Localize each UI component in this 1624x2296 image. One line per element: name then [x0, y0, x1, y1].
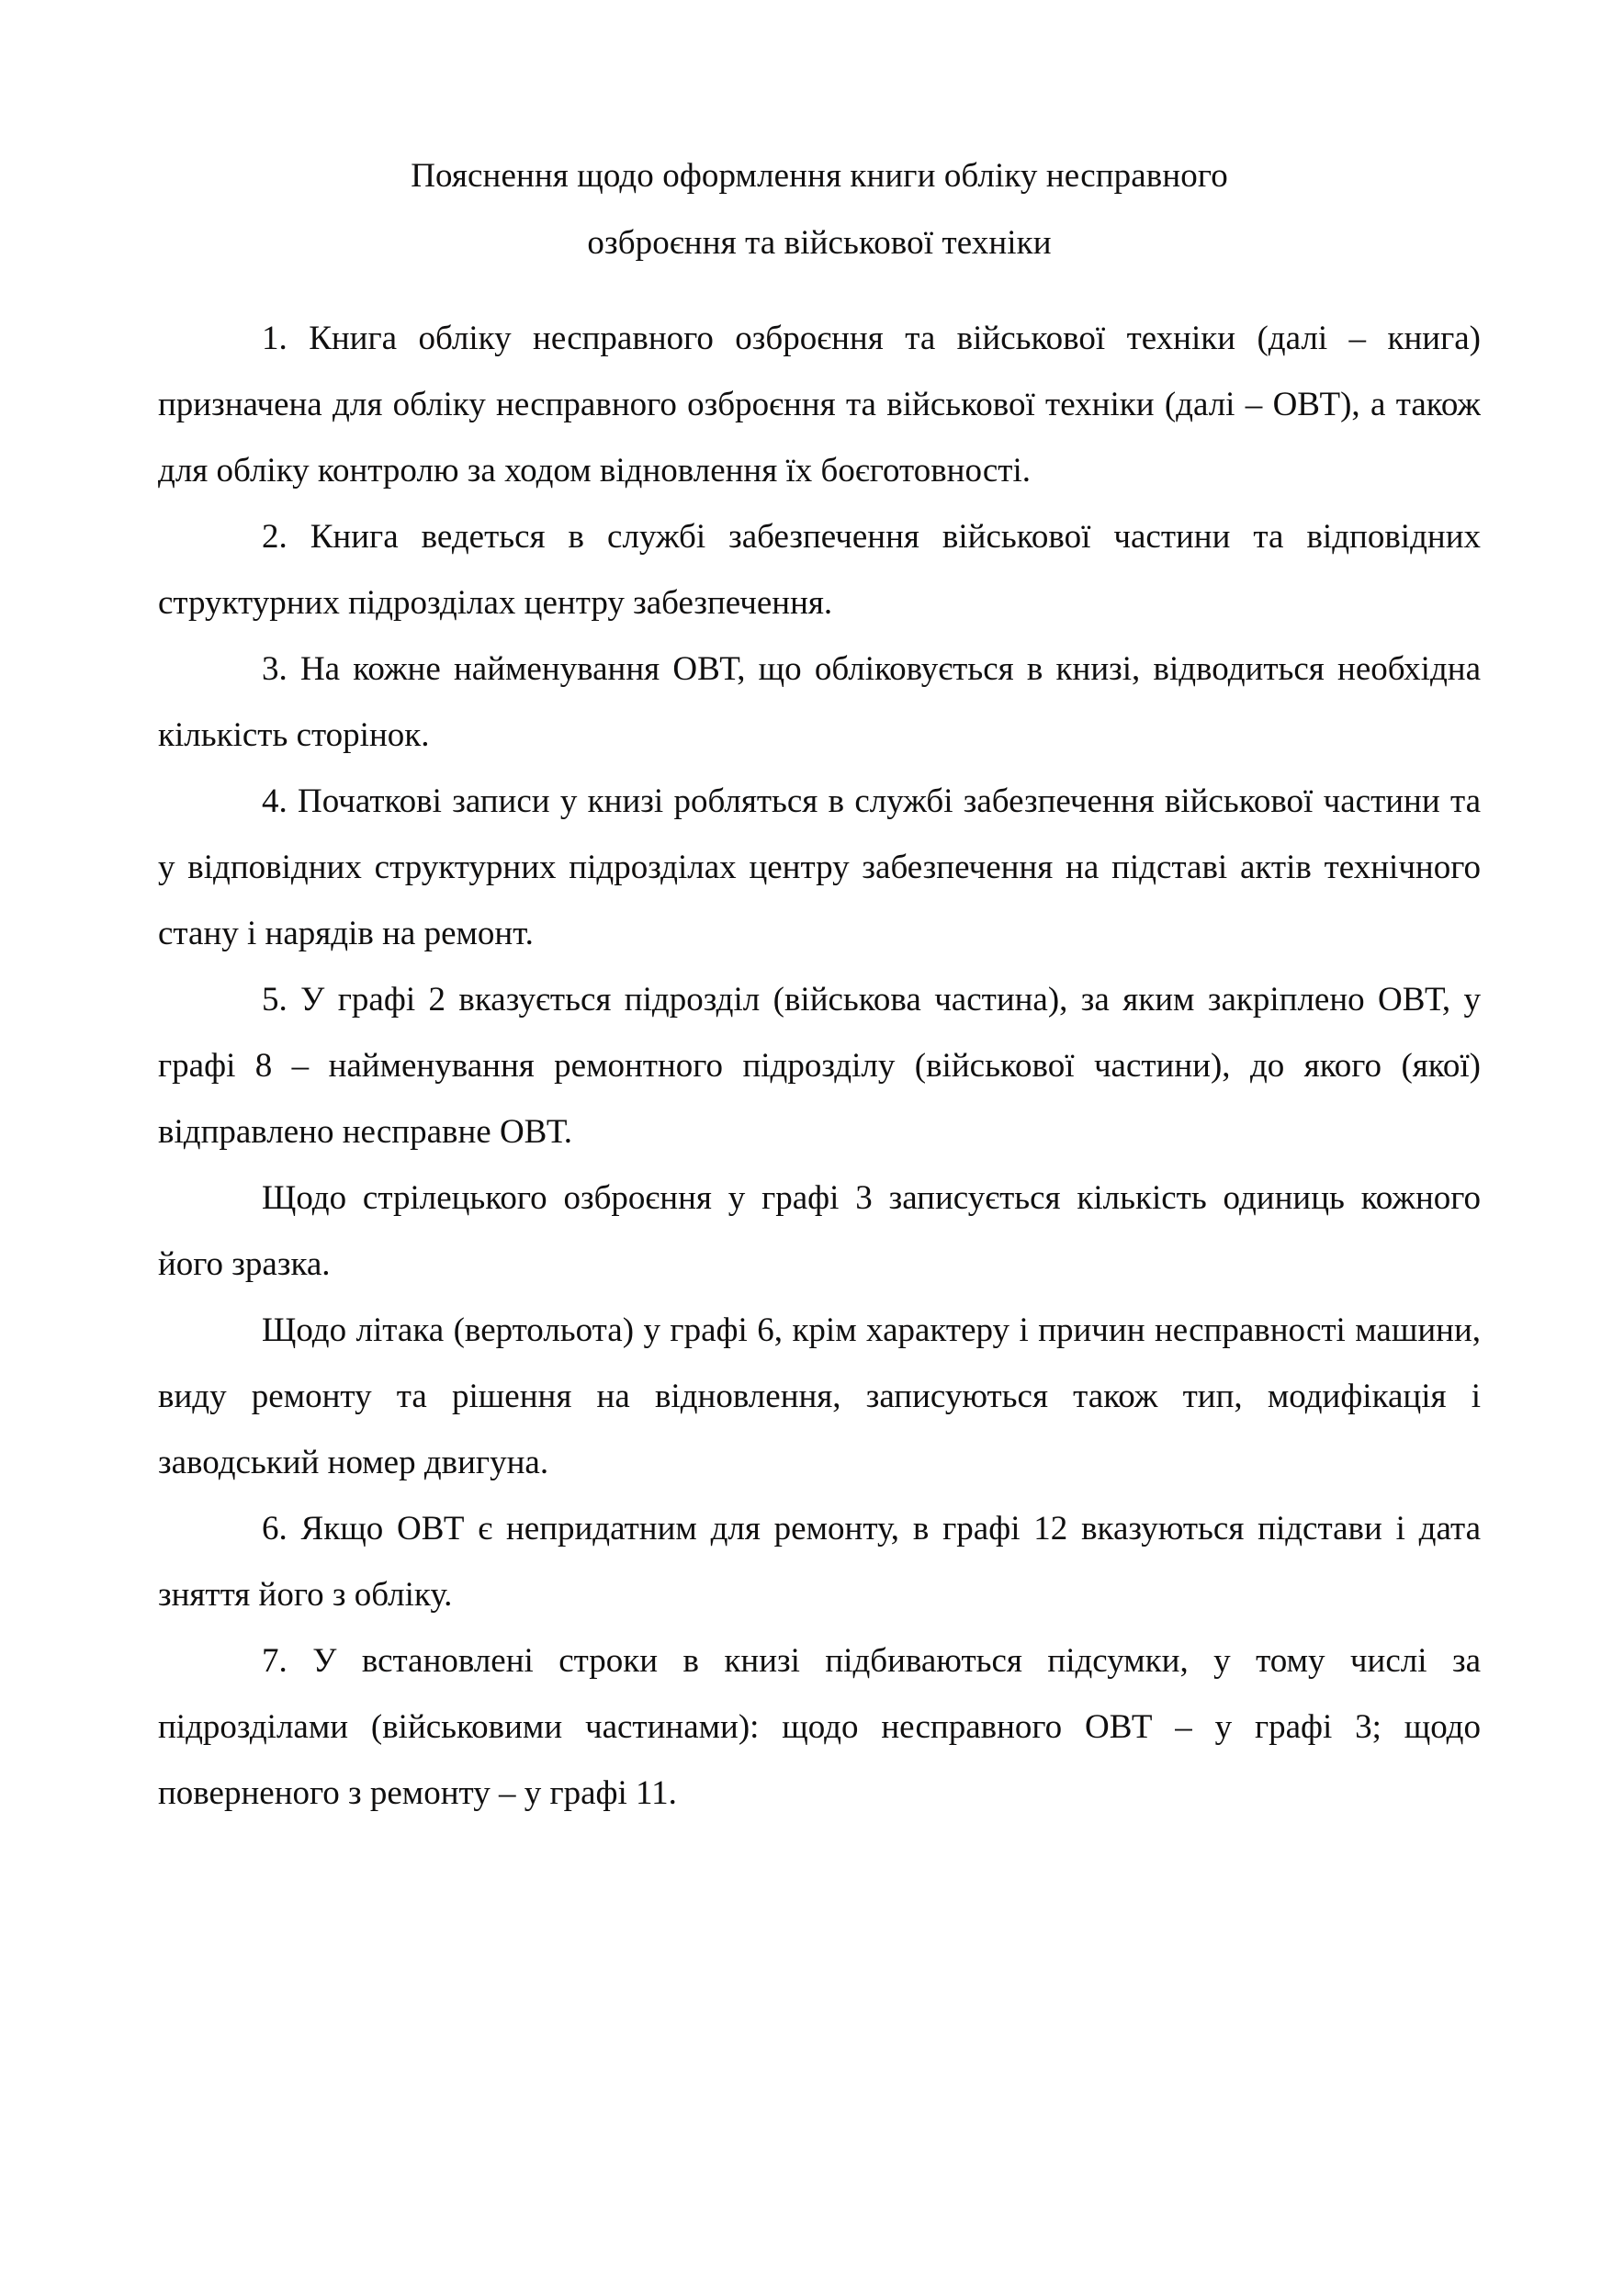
paragraph-2: 2. Книга ведеться в службі забезпечення військової частини та відповідних структурних підрозділах центру забезпечення. — [158, 518, 1481, 622]
paragraph-8: 6. Якщо ОВТ є непридатним для ремонту, в графі 12 вказуються підстави і дата зняття його з обліку. — [158, 1510, 1481, 1614]
paragraph-1: 1. Книга обліку несправного озброєння та військової техніки (далі – книга) призначена для обліку несправного озброєння та військової техніки (далі – ОВТ), а також для обліку контролю за ходом відновлення їх боєготовності. — [158, 320, 1481, 490]
paragraph-9: 7. У встановлені строки в книзі підбиваються підсумки, у тому числі за підрозділами (військовими частинами): щодо несправного ОВТ – у графі 3; щодо поверненого з ремонту – у графі 11. — [158, 1642, 1481, 1812]
page-title-line-2: озброєння та військової техніки — [587, 224, 1052, 262]
paragraph-7: Щодо літака (вертольота) у графі 6, крім характеру і причин несправності машини, виду ремонту та рішення на відновлення, записуються також тип, модифікація і заводський номер двигуна. — [158, 1311, 1481, 1481]
page-title-line-1: Пояснення щодо оформлення книги обліку несправного — [411, 157, 1228, 195]
document-body — [158, 306, 1481, 1827]
paragraph-5: 5. У графі 2 вказується підрозділ (військова частина), за яким закріплено ОВТ, у графі 8 – найменування ремонтного підрозділу (військової частини), до якого (якої) відправлено несправне ОВТ. — [158, 981, 1481, 1151]
document-content — [158, 0, 1481, 1827]
paragraph-4: 4. Початкові записи у книзі робляться в службі забезпечення військової частини та у відповідних структурних підрозділах центру забезпечення на підставі актів технічного стану і нарядів на ремонт. — [158, 782, 1481, 952]
paragraph-6: Щодо стрілецького озброєння у графі 3 записується кількість одиниць кожного його зразка. — [158, 1179, 1481, 1283]
paragraph-3: 3. На кожне найменування ОВТ, що обліковується в книзі, відводиться необхідна кількість сторінок. — [158, 650, 1481, 754]
